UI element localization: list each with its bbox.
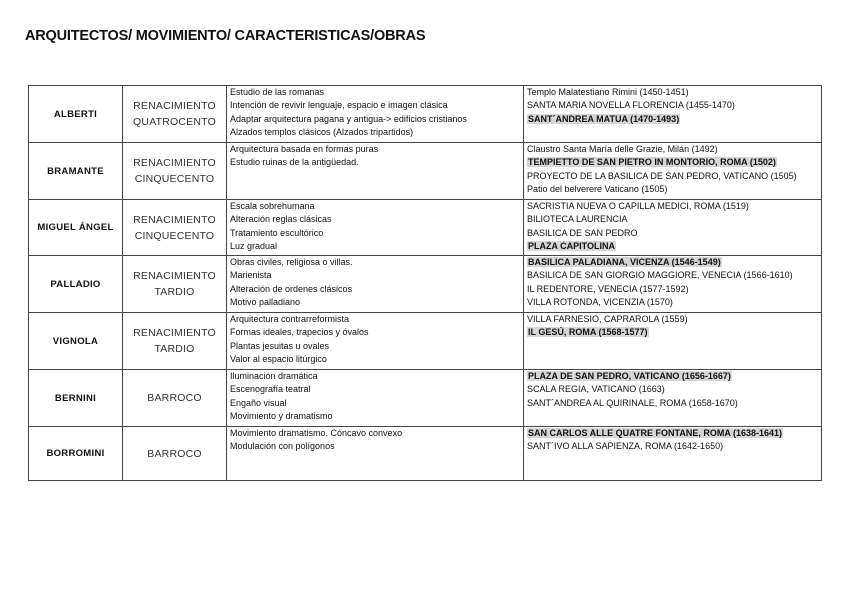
work-text: IL REDENTORE, VENECIA (1577-1592) (527, 283, 689, 294)
movement-cell (123, 370, 227, 427)
work-item (527, 440, 821, 453)
page-title: ARQUITECTOS/ MOVIMIENTO/ CARACTERISTICAS/OBRAS (25, 28, 426, 44)
characteristic-item: Formas ideales, trapecios y óvalos (230, 327, 369, 338)
work-text: Patio del belverere Vaticano (1505) (527, 183, 668, 194)
movement-line: CINQUECENTO (134, 173, 215, 185)
work-item (527, 283, 821, 296)
movement-cell (123, 200, 227, 256)
work-item (527, 240, 821, 253)
characteristic-item: Valor al espacio litúrgico (230, 353, 327, 364)
movement-cell (123, 143, 227, 200)
work-item (527, 313, 821, 326)
work-item (527, 427, 821, 440)
movement-cell (123, 427, 227, 481)
work-item (527, 383, 821, 396)
works-cell (524, 427, 822, 481)
work-item (527, 296, 821, 309)
works-cell (524, 143, 822, 200)
work-text: Templo Malatestiano Rimini (1450-1451) (527, 87, 689, 97)
movement-line: RENACIMIENTO (133, 157, 216, 169)
architect-cell: MIGUEL ÁNGEL (29, 200, 123, 256)
characteristic-item: Intención de revivir lenguaje, espacio e imagen clásica (230, 100, 448, 111)
characteristic-item: Luz gradual (230, 240, 278, 251)
characteristic-item: Estudio de las romanas (230, 87, 325, 97)
characteristics-cell (227, 313, 524, 370)
characteristic-item: Modulación con polígonos (230, 441, 335, 452)
work-text: SCALA REGIA, VATICANO (1663) (527, 384, 665, 395)
work-text: VILLA ROTONDA, VICENZIA (1570) (527, 296, 673, 307)
work-item (527, 183, 821, 196)
work-item (527, 113, 821, 126)
characteristic-item: Obras civiles, religiosa o villas. (230, 257, 353, 267)
table-row (29, 256, 822, 313)
movement-cell (123, 86, 227, 143)
work-item (527, 370, 821, 383)
work-text: SANT´ANDREA AL QUIRINALE, ROMA (1658-1670) (527, 397, 738, 408)
table-row (29, 427, 822, 481)
characteristic-item: Movimiento y dramatismo (230, 410, 333, 421)
highlighted-work-text: TEMPIETTO DE SAN PIETRO IN MONTORIO, ROMA (1502) (528, 157, 776, 168)
work-text: SANT´IVO ALLA SAPIENZA, ROMA (1642-1650) (527, 441, 724, 452)
highlighted-work-text: SANT´ANDREA MATUA (1470-1493) (528, 113, 680, 124)
work-text: PROYECTO DE LA BASILICA DE SAN PEDRO, VATICANO (1505) (527, 170, 797, 181)
table-row (29, 313, 822, 370)
work-text: SANTA MARIA NOVELLA FLORENCIA (1455-1470) (527, 100, 735, 111)
movement-line: RENACIMIENTO (133, 100, 216, 112)
highlighted-work-text: IL GESÚ, ROMA (1568-1577) (528, 327, 648, 338)
movement-line: TARDIO (154, 343, 195, 355)
characteristics-cell (227, 370, 524, 427)
highlighted-work-text: BASILICA PALADIANA, VICENZA (1546-1549) (528, 257, 721, 267)
work-text: BILIOTECA LAURENCIA (527, 214, 628, 225)
characteristic-item: Estudio ruinas de la antigüedad. (230, 157, 359, 168)
architect-cell: ALBERTI (29, 86, 123, 143)
work-item (527, 326, 821, 339)
table-row (29, 86, 822, 143)
characteristic-item: Escala sobrehumana (230, 201, 315, 211)
work-item (527, 397, 821, 410)
table-row (29, 200, 822, 256)
movement-line: TARDIO (154, 286, 195, 298)
work-item (527, 170, 821, 183)
architect-cell: BRAMANTE (29, 143, 123, 200)
highlighted-work-text: SAN CARLOS ALLE QUATRE FONTANE, ROMA (1638-1641) (528, 428, 783, 438)
characteristic-item: Tratamiento escultórico (230, 227, 324, 238)
movement-line: RENACIMIENTO (133, 213, 216, 226)
characteristic-item: Arquitectura contrarreformista (230, 314, 350, 324)
table-row (29, 143, 822, 200)
work-item (527, 213, 821, 226)
works-cell (524, 256, 822, 313)
characteristics-cell (227, 86, 524, 143)
architects-table (28, 85, 822, 481)
work-text: Claustro Santa María delle Grazie, Milán (1492) (527, 144, 718, 154)
characteristic-item: Engaño visual (230, 397, 287, 408)
work-item (527, 99, 821, 112)
characteristics-cell (227, 256, 524, 313)
table-row (29, 370, 822, 427)
works-cell (524, 86, 822, 143)
work-item (527, 143, 821, 156)
characteristic-item: Alteración de ordenes clásicos (230, 283, 353, 294)
characteristic-item: Marienista (230, 270, 272, 281)
movement-line: BARROCO (147, 447, 202, 460)
work-item (527, 200, 821, 213)
work-text: BASILICA DE SAN GIORGIO MAGGIORE, VENECIA (1566-1610) (527, 270, 793, 281)
work-item (527, 86, 821, 99)
highlighted-work-text: PLAZA CAPITOLINA (528, 240, 615, 251)
architect-cell: VIGNOLA (29, 313, 123, 370)
characteristic-item: Escenografía teatral (230, 384, 311, 395)
architect-cell: PALLADIO (29, 256, 123, 313)
work-text: BASILICA DE SAN PEDRO (527, 227, 638, 238)
characteristic-item: Alteración reglas clásicas (230, 214, 332, 225)
characteristic-item: Movimiento dramatismo. Cóncavo convexo (230, 428, 403, 438)
movement-line: RENACIMIENTO (133, 270, 216, 282)
movement-cell (123, 256, 227, 313)
works-cell (524, 370, 822, 427)
work-text: SACRISTIA NUEVA O CAPILLA MEDICI, ROMA (1519) (527, 201, 749, 211)
work-text: VILLA FARNESIO, CAPRAROLA (1559) (527, 314, 688, 324)
characteristic-item: Arquitectura basada en formas puras (230, 144, 379, 154)
characteristics-cell (227, 143, 524, 200)
architect-cell: BORROMINI (29, 427, 123, 481)
movement-line: QUATROCENTO (133, 116, 216, 128)
architect-cell: BERNINI (29, 370, 123, 427)
movement-cell (123, 313, 227, 370)
characteristic-item: Motivo palladiano (230, 296, 301, 307)
characteristic-item: Alzados templos clásicos (Alzados tripartidos) (230, 126, 414, 137)
work-item (527, 256, 821, 269)
movement-line: CINQUECENTO (134, 229, 215, 242)
movement-line: RENACIMIENTO (133, 327, 216, 339)
works-cell (524, 200, 822, 256)
work-item (527, 156, 821, 169)
work-item (527, 227, 821, 240)
movement-line: BARROCO (147, 392, 202, 404)
characteristics-cell (227, 427, 524, 481)
characteristic-item: Adaptar arquitectura pagana y antigua-> edificios cristianos (230, 113, 467, 124)
highlighted-work-text: PLAZA DE SAN PEDRO, VATICANO (1656-1667) (528, 371, 731, 381)
work-item (527, 269, 821, 282)
works-cell (524, 313, 822, 370)
characteristic-item: Plantas jesuitas u ovales (230, 340, 330, 351)
characteristics-cell (227, 200, 524, 256)
characteristic-item: Iluminación dramática (230, 371, 318, 381)
